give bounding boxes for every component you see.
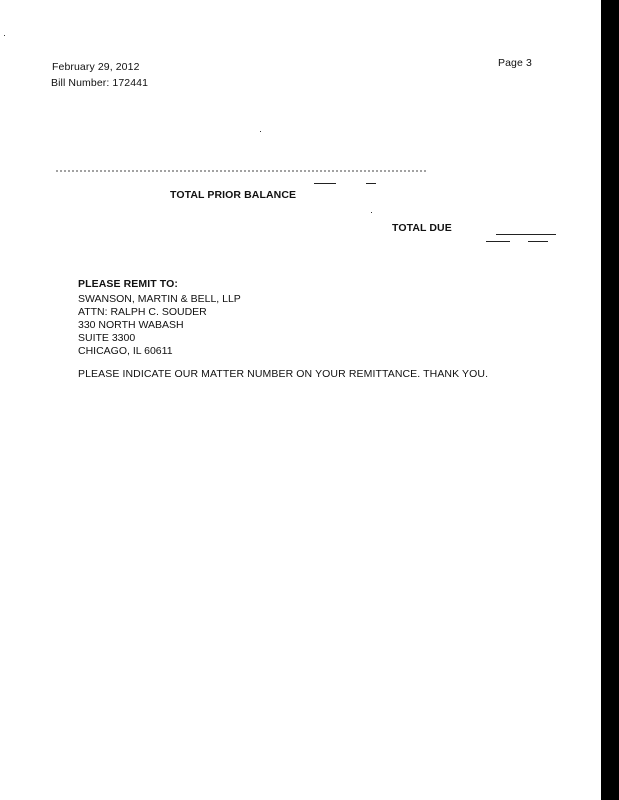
address-firm-name: SWANSON, MARTIN & BELL, LLP (78, 293, 241, 305)
total-prior-balance-label: TOTAL PRIOR BALANCE (170, 189, 297, 201)
address-city-state-zip: CHICAGO, IL 60611 (78, 345, 173, 357)
total-due-label: TOTAL DUE (392, 222, 452, 234)
page-number: Page 3 (498, 57, 532, 69)
scan-edge-border (601, 0, 619, 800)
faded-dotted-line (56, 170, 428, 172)
prior-balance-underline (366, 183, 376, 184)
remit-heading: PLEASE REMIT TO: (78, 278, 178, 290)
total-due-underline (486, 241, 510, 242)
total-due-underline (496, 234, 556, 235)
prior-balance-underline (314, 183, 336, 184)
remittance-note: PLEASE INDICATE OUR MATTER NUMBER ON YOUR REMITTANCE. THANK YOU. (78, 368, 489, 380)
scan-speck (371, 212, 372, 213)
scan-speck (260, 131, 261, 132)
address-suite: SUITE 3300 (78, 332, 136, 344)
invoice-date: February 29, 2012 (52, 61, 140, 73)
bill-number: Bill Number: 172441 (51, 77, 149, 89)
address-attention: ATTN: RALPH C. SOUDER (78, 306, 207, 318)
address-street: 330 NORTH WABASH (78, 319, 184, 331)
scan-speck (4, 35, 5, 36)
total-due-underline (528, 241, 548, 242)
